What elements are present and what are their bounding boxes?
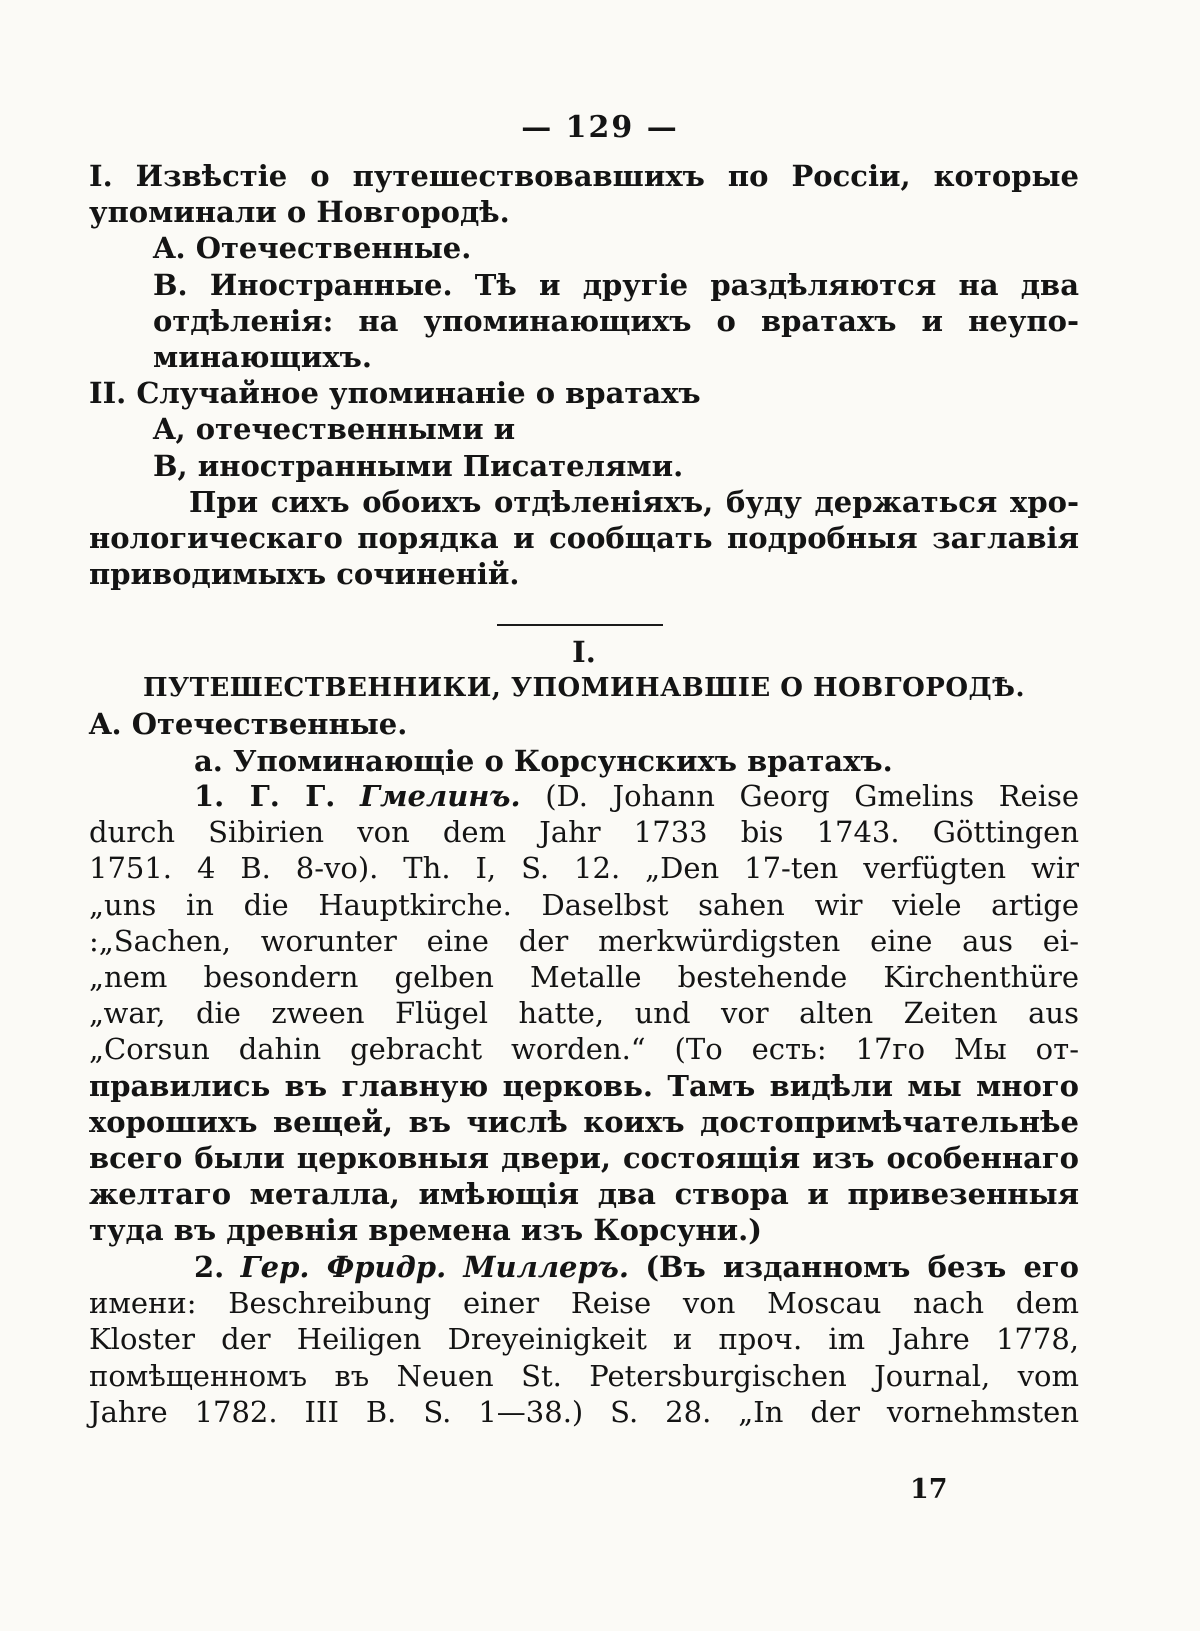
intro-line: нологическаго порядка и сообщать подробныя заглавія	[89, 521, 1079, 556]
outline-line: II. Случайное упоминаніе о вратахъ	[89, 376, 701, 411]
intro-line: При сихъ обоихъ отдѣленіяхъ, буду держаться хро-	[189, 484, 1079, 519]
entry-number: 1. Г. Г.	[194, 779, 336, 813]
entry-gmelin	[89, 778, 1079, 1249]
entry-line: durch Sibirien von dem Jahr 1733 bis 1743. Göttingen	[89, 815, 1079, 850]
page-number: — 129 —	[521, 110, 679, 145]
entry-author: Гер. Фридр. Миллеръ.	[240, 1250, 629, 1284]
outline-line: упоминали о Новгородѣ.	[89, 195, 510, 230]
entry-line: Jahre 1782. III B. S. 1—38.) S. 28. „In der vornehmsten	[89, 1394, 1079, 1429]
outline-line: A, отечественными и	[153, 412, 516, 447]
entry-number: 2.	[194, 1250, 225, 1284]
outline-line: отдѣленія: на упоминающихъ о вратахъ и неупо-	[153, 303, 1079, 338]
entry-line: „war, die zween Flügel hatte, und vor alten Zeiten aus	[89, 996, 1079, 1031]
outline-line: B, иностранными Писателями.	[153, 448, 684, 483]
entry-line: „nem besondern gelben Metalle bestehende Kirchenthüre	[89, 960, 1079, 995]
entry-first-line	[89, 1249, 1079, 1285]
entry-author: Гмелинъ.	[359, 779, 521, 813]
section-divider	[497, 624, 663, 626]
signature-mark: 17	[910, 1474, 948, 1505]
section-block	[89, 634, 1079, 779]
subsubsection-heading: а. Упоминающіе о Корсунскихъ вратахъ.	[194, 743, 893, 778]
section-numeral: I.	[572, 635, 596, 669]
section-heading: ПУТЕШЕСТВЕННИКИ, УПОМИНАВШІЕ О НОВГОРОДѢ.	[142, 673, 1026, 704]
outline-line: минающихъ.	[153, 340, 372, 375]
entry-line: помѣщенномъ въ Neuen St. Petersburgischen Journal, vom	[89, 1358, 1079, 1393]
entry-line: желтаго металла, имѣющія два створа и привезенныя	[89, 1177, 1079, 1212]
entry-line: „Corsun dahin gebracht worden.“ (То есть: 17го Мы от-	[89, 1032, 1079, 1067]
entry-line: 1751. 4 B. 8-vo). Th. I, S. 12. „Den 17-ten verfügten wir	[89, 851, 1079, 886]
outline-line: A. Отечественные.	[153, 231, 472, 266]
entry-miller	[89, 1249, 1079, 1430]
entry-first-line	[89, 778, 1079, 814]
entry-line: правились въ главную церковь. Тамъ видѣли мы много	[89, 1068, 1079, 1103]
entry-line: „uns in die Hauptkirche. Daselbst sahen wir viele artige	[89, 887, 1079, 922]
outline-block	[89, 158, 1079, 592]
subsection-heading: A. Отечественные.	[89, 707, 408, 742]
entry-line: :„Sachen, worunter eine der merkwürdigsten eine aus ei-	[89, 923, 1079, 958]
entry-line: хорошихъ вещей, въ числѣ коихъ достопримѣчательнѣе	[89, 1104, 1079, 1139]
entry-line: всего были церковныя двери, состоящія изъ особеннаго	[89, 1141, 1079, 1176]
intro-line: приводимыхъ сочиненій.	[89, 557, 520, 592]
entry-line: имени: Beschreibung einer Reise von Moscau nach dem	[89, 1286, 1079, 1321]
entry-text: (D. Johann Georg Gmelins Reise	[545, 779, 1080, 813]
outline-line: B. Иностранные. Тѣ и другіе раздѣляются на два	[153, 267, 1079, 302]
outline-line: I. Извѣстіе о путешествовавшихъ по Россіи, которые	[89, 159, 1079, 193]
entry-line: туда въ древнія времена изъ Корсуни.)	[89, 1213, 762, 1248]
entry-line: Kloster der Heiligen Dreyeinigkeit и проч. im Jahre 1778,	[89, 1322, 1079, 1357]
entry-text: (Въ изданномъ безъ его	[645, 1250, 1080, 1284]
